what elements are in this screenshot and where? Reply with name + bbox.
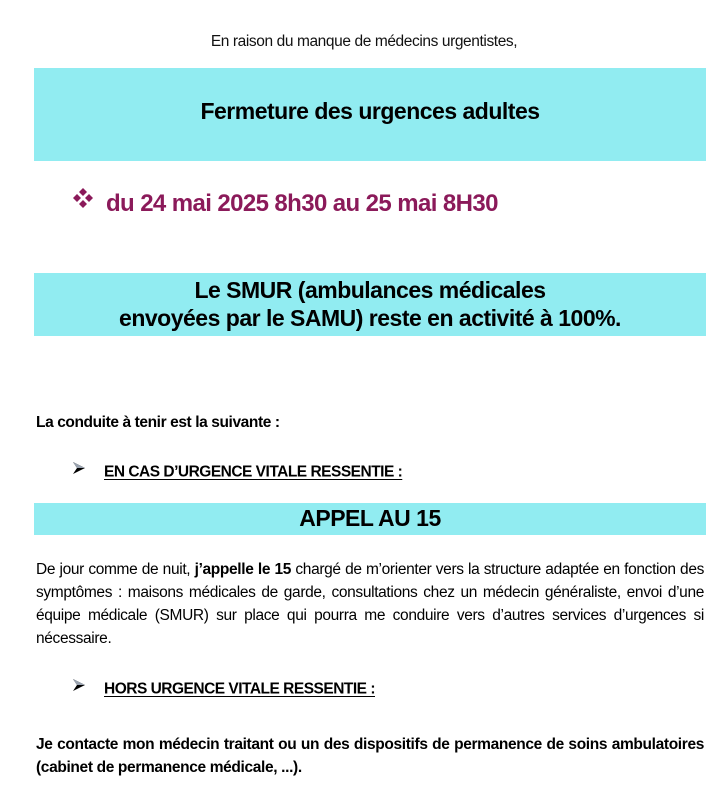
vital-emergency-paragraph: [36, 558, 704, 650]
closure-period: [72, 190, 498, 219]
smur-banner: [34, 273, 706, 336]
vital-emergency-heading: [72, 463, 402, 482]
paragraph-emphasis: j’appelle le 15: [194, 561, 292, 578]
paragraph-body: chargé de m’orienter vers la structure adaptée en fonction des symptômes : maisons médicales de garde, consultations chez un médecin généraliste, envoi d’une équipe médicale (SMUR) sur place qui pourra me conduire vers d’autres services d’urgences si nécessaire.: [36, 561, 704, 647]
paragraph-intro: De jour comme de nuit,: [36, 561, 195, 578]
instructions-label: La conduite à tenir est la suivante :: [36, 414, 280, 431]
intro-text: En raison du manque de médecins urgentistes,: [210, 33, 518, 50]
closure-banner: [34, 68, 706, 161]
closure-period-text: du 24 mai 2025 8h30 au 25 mai 8H30: [106, 190, 498, 217]
call-15-text: APPEL AU 15: [299, 505, 441, 531]
smur-line-1: Le SMUR (ambulances médicales: [194, 277, 546, 303]
non-vital-emergency-paragraph: Je contacte mon médecin traitant ou un des dispositifs de permanence de soins ambulatoires (cabinet de permanence médicale, ...).: [36, 736, 704, 776]
arrowhead-bullet-icon: [72, 678, 86, 697]
closure-title: Fermeture des urgences adultes: [200, 98, 540, 124]
call-15-banner: [34, 503, 706, 535]
arrowhead-bullet-icon: [72, 461, 86, 480]
non-vital-emergency-heading: [72, 680, 375, 699]
non-vital-emergency-label: HORS URGENCE VITALE RESSENTIE :: [104, 680, 375, 698]
diamond-bullet-icon: [72, 187, 94, 216]
smur-line-2: envoyées par le SAMU) reste en activité à 100%.: [119, 305, 621, 331]
vital-emergency-label: EN CAS D’URGENCE VITALE RESSENTIE :: [104, 463, 403, 481]
